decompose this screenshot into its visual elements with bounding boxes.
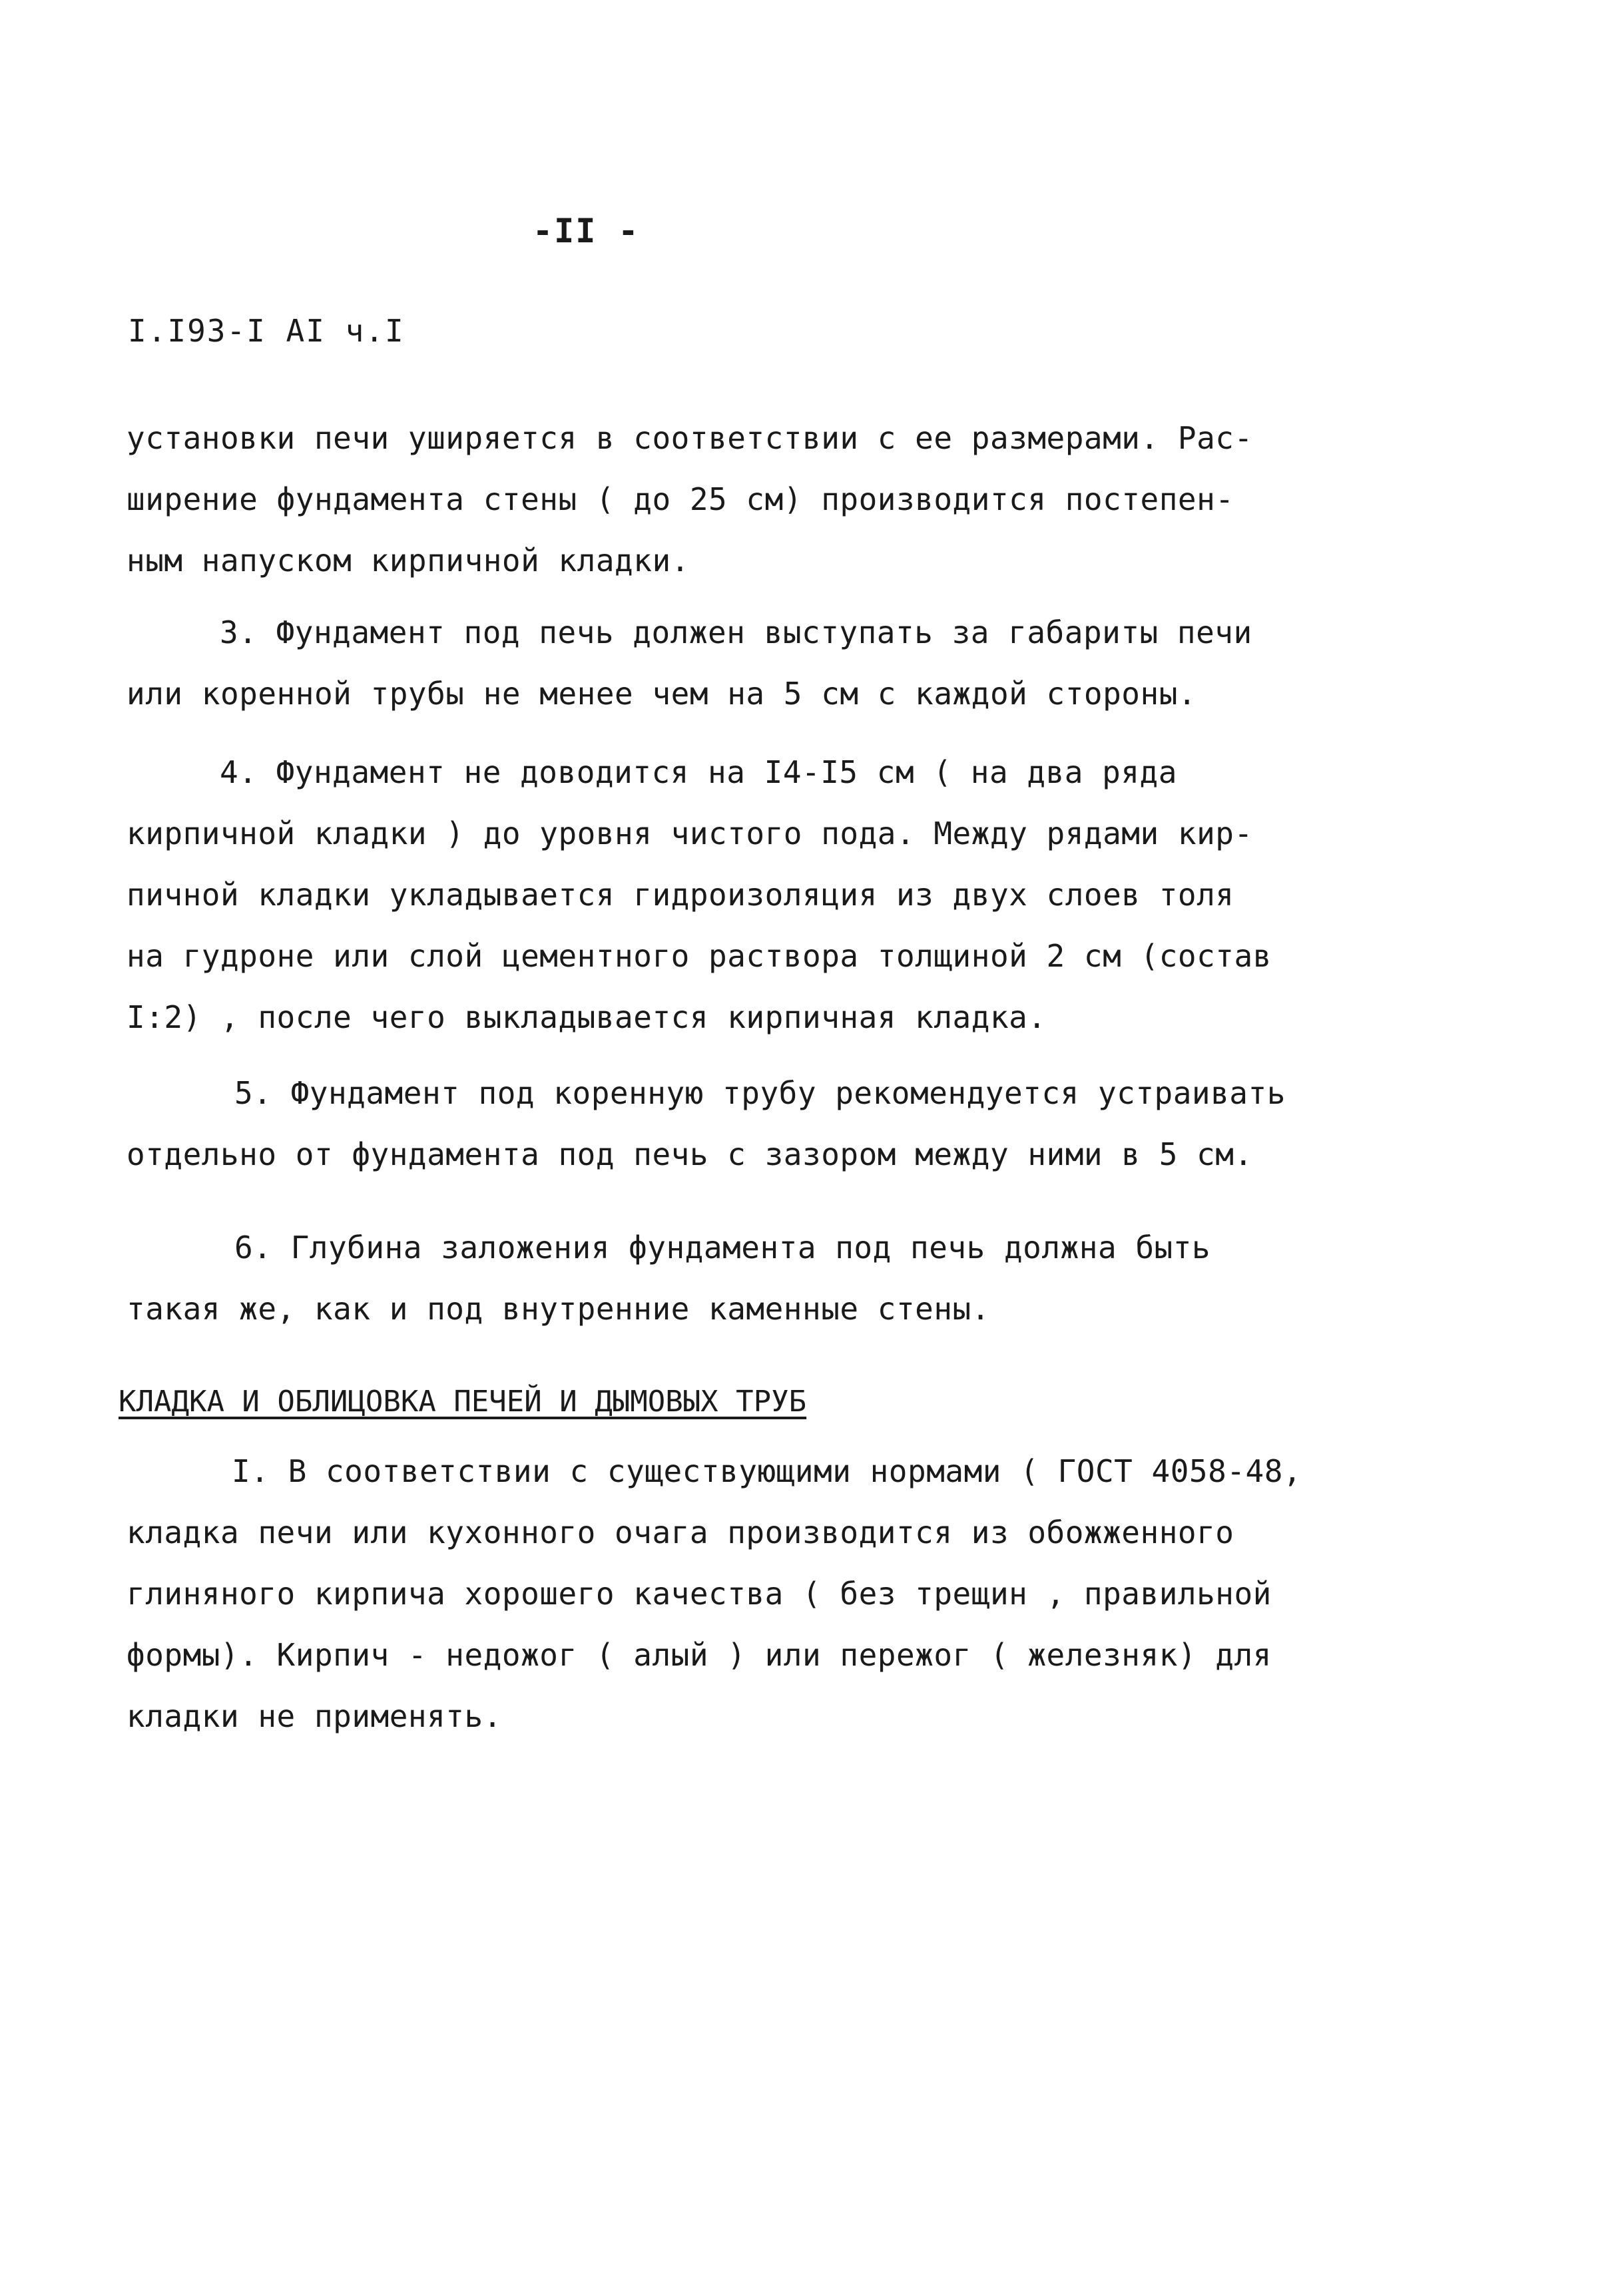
paragraph-line: пичной кладки укладывается гидроизоляция из двух слоев толя [127, 877, 1234, 913]
paragraph-line: на гудроне или слой цементного раствора толщиной 2 см (состав [127, 938, 1272, 974]
paragraph-line: установки печи уширяется в соответствии с ее размерами. Рас- [127, 420, 1253, 456]
paragraph-line: I:2) , после чего выкладывается кирпичная кладка. [127, 999, 1047, 1035]
paragraph-line: I. В соответствии с существующими нормами ( ГОСТ 4058-48, [232, 1453, 1302, 1489]
paragraph-line: кирпичной кладки ) до уровня чистого пода. Между рядами кир- [127, 815, 1253, 851]
section-heading: КЛАДКА И ОБЛИЦОВКА ПЕЧЕЙ И ДЫМОВЫХ ТРУБ [119, 1385, 807, 1419]
page-number: -II - [533, 212, 640, 250]
paragraph-line: 3. Фундамент под печь должен выступать за габариты печи [220, 614, 1252, 650]
paragraph-line: формы). Кирпич - недожог ( алый ) или пережог ( железняк) для [127, 1637, 1272, 1673]
paragraph-line: кладки не применять. [127, 1698, 502, 1734]
paragraph-line: 4. Фундамент не доводится на I4-I5 см ( на два ряда [220, 754, 1177, 790]
paragraph-line: ным напуском кирпичной кладки. [127, 543, 690, 578]
paragraph-line: 5. Фундамент под коренную трубу рекомендуется устраивать [234, 1075, 1286, 1111]
paragraph-line: или коренной трубы не менее чем на 5 см с каждой стороны. [127, 676, 1197, 712]
paragraph-line: кладка печи или кухонного очага производится из обожженного [127, 1514, 1234, 1550]
document-code: I.I93-I AI ч.I [128, 313, 405, 349]
paragraph-line: ширение фундамента стены ( до 25 см) производится постепен- [127, 481, 1234, 517]
paragraph-line: 6. Глубина заложения фундамента под печь должна быть [234, 1230, 1211, 1265]
paragraph-line: глиняного кирпича хорошего качества ( без трещин , правильной [127, 1576, 1272, 1612]
paragraph-line: отдельно от фундамента под печь с зазором между ними в 5 см. [127, 1136, 1253, 1172]
paragraph-line: такая же, как и под внутренние каменные стены. [127, 1291, 990, 1327]
